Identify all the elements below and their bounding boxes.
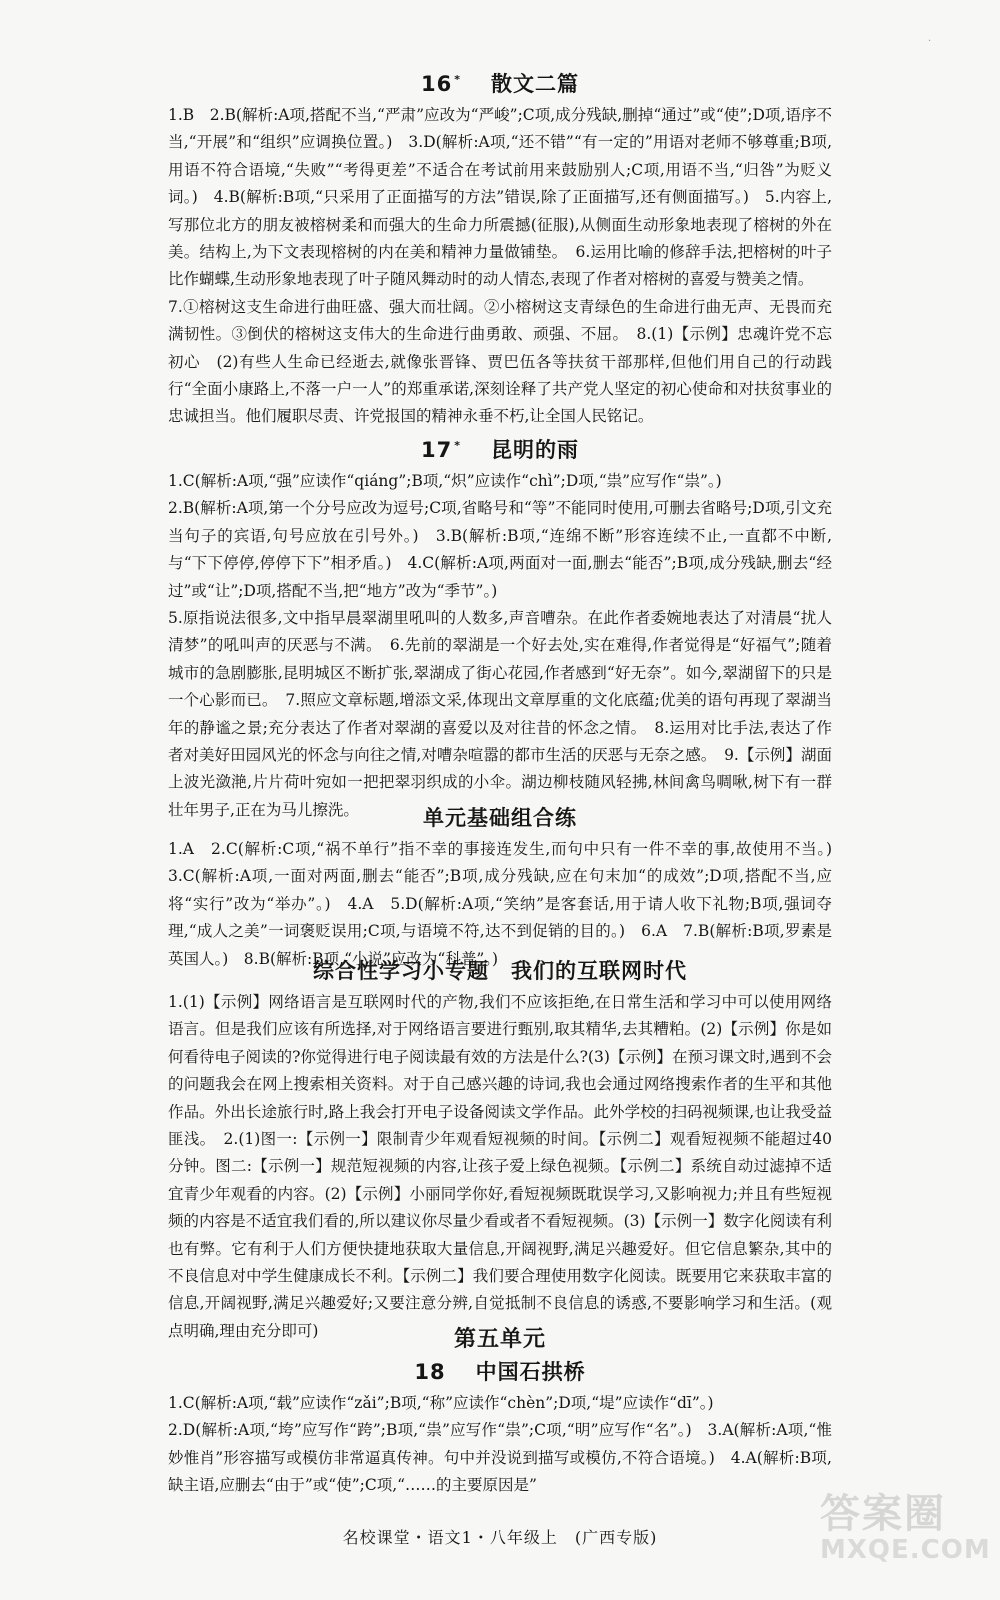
section-17-heading bbox=[168, 434, 832, 464]
section-16-heading bbox=[168, 68, 832, 98]
unit-5 bbox=[168, 1322, 832, 1353]
section-17-answers bbox=[168, 468, 832, 824]
section-18-answers bbox=[168, 1390, 832, 1500]
corner-mark: · bbox=[928, 36, 932, 47]
section-16-paragraph-2: 7.①榕树这支生命进行曲旺盛、强大而壮阔。②小榕树这支青绿色的生命进行曲无声、无畏而充满韧性。③倒伏的榕树这支伟大的生命进行曲勇敢、顽强、不屈。 8.(1)【示例】忠魂许党不忘初心 (2)有些人生命已经逝去,就像张晋锋、贾巴伍各等扶贫干部那样,但他们用自己的行动践行“全面小康路上,不落一户一人”的郑重承诺,深刻诠释了共产党人坚定的初心使命和对扶贫事业的忠诚担当。他们履职尽责、许党报国的精神永垂不朽,让全国人民铭记。 bbox=[168, 297, 832, 426]
topic-section bbox=[168, 955, 832, 1345]
section-16-answers bbox=[168, 102, 832, 431]
section-18 bbox=[168, 1356, 832, 1500]
section-18-heading bbox=[168, 1356, 832, 1386]
topic-heading: 综合性学习小专题 我们的互联网时代 bbox=[313, 959, 687, 983]
unit-practice-answers bbox=[168, 836, 848, 973]
section-17-paragraph-1: 1.C(解析:A项,“强”应读作“qiáng”;B项,“炽”应读作“chì”;D项,“祟”应写作“祟”。) bbox=[168, 472, 722, 490]
unit-5-heading: 第五单元 bbox=[453, 1327, 546, 1352]
section-18-number: 18 bbox=[414, 1360, 446, 1384]
section-17 bbox=[168, 434, 832, 824]
section-16-star: * bbox=[454, 73, 461, 86]
unit-practice-paragraph: 1.A 2.C(解析:C项,“祸不单行”指不幸的事接连发生,而句中只有一件不幸的事,故使用不当。) 3.C(解析:A项,一面对两面,删去“能否”;B项,成分残缺,应在句末加“的成效”;D项,搭配不当,应将“实行”改为“举办”。) 4.A 5.D(解析:A项,“笑纳”是客套话,用于请人收下礼物;B项,强词夺理,“成人之美”一词褒贬误用;C项,与语境不符,达不到促销的目的。) 6.A 7.B(解析:B项,罗素是英国人。) 8.B(解析:B项,“小说”应改为“科普”。) bbox=[168, 840, 848, 968]
section-18-paragraph-1: 1.C(解析:A项,“载”应读作“zǎi”;B项,“称”应读作“chèn”;D项,“堤”应读作“dī”。) bbox=[168, 1394, 714, 1412]
watermark-title: 答案圈 bbox=[820, 1491, 946, 1537]
section-18-paragraph-2: 2.D(解析:A项,“垮”应写作“跨”;B项,“祟”应写作“祟”;C项,“明”应写作“名”。) 3.A(解析:A项,“惟妙惟肖”形容描写或模仿非常逼真传神。句中并没说到描写或模仿,不符合语境。) 4.A(解析:B项,缺主语,应删去“由于”或“使”;C项,“……的主要原因是” bbox=[168, 1421, 832, 1495]
topic-paragraph: 1.(1)【示例】网络语言是互联网时代的产物,我们不应该拒绝,在日常生活和学习中可以使用网络语言。但是我们应该有所选择,对于网络语言要进行甄别,取其精华,去其糟粕。(2)【示例】你是如何看待电子阅读的?你觉得进行电子阅读最有效的方法是什么?(3)【示例】在预习课文时,遇到不会的问题我会在网上搜索相关资料。对于自己感兴趣的诗词,我也会通过网络搜索作者的生平和其他作品。外出长途旅行时,路上我会打开电子设备阅读文学作品。此外学校的扫码视频课,也让我受益匪浅。 2.(1)图一:【示例一】限制青少年观看短视频的时间。【示例二】观看短视频不能超过40分钟。图二:【示例一】规范短视频的内容,让孩子爱上绿色视频。【示例二】系统自动过滤掉不适宜青少年观看的内容。(2)【示例】小丽同学你好,看短视频既耽误学习,又影响视力;并且有些短视频的内容是不适宜我们看的,所以建议你尽量少看或者不看短视频。(3)【示例一】数字化阅读有利也有弊。它有利于人们方便快捷地获取大量信息,开阔视野,满足兴趣爱好。但它信息繁杂,其中的不良信息对中学生健康成长不利。【示例二】我们要合理使用数字化阅读。既要用它来获取丰富的信息,开阔视野,满足兴趣爱好;又要注意分辨,自觉抵制不良信息的诱惑,不要影响学习和生活。(观点明确,理由充分即可) bbox=[168, 993, 832, 1340]
section-16-number: 16 bbox=[421, 72, 453, 96]
section-17-star: * bbox=[454, 439, 461, 452]
section-16 bbox=[168, 68, 832, 431]
section-16-paragraph-1: 1.B 2.B(解析:A项,搭配不当,“严肃”应改为“严峻”;C项,成分残缺,删掉“通过”或“使”;D项,语序不当,“开展”和“组织”应调换位置。) 3.D(解析:A项,“还不错”“有一定的”用语对老师不够尊重;B项,用语不符合语境,“失败”“考得更差”不适合在考试前用来鼓励别人;C项,用语不当,“归咎”为贬义词。) 4.B(解析:B项,“只采用了正面描写的方法”错误,除了正面描写,还有侧面描写。) 5.内容上,写那位北方的朋友被榕树柔和而强大的生命力所震撼(征服),从侧面生动形象地表现了榕树的外在美。结构上,为下文表现榕树的内在美和精神力量做铺垫。 6.运用比喻的修辞手法,把榕树的叶子比作蝴蝶,生动形象地表现了叶子随风舞动时的动人情态,表现了作者对榕树的喜爱与赞美之情。 bbox=[168, 106, 832, 289]
topic-answers bbox=[168, 989, 832, 1345]
section-16-title: 散文二篇 bbox=[491, 72, 579, 96]
section-17-number: 17 bbox=[421, 438, 453, 462]
watermark-url: MXQE.COM bbox=[820, 1535, 991, 1565]
section-17-title: 昆明的雨 bbox=[491, 438, 579, 462]
section-17-paragraph-3: 5.原指说法很多,文中指早晨翠湖里吼叫的人数多,声音嘈杂。在此作者委婉地表达了对清晨“扰人清梦”的吼叫声的厌恶与不满。 6.先前的翠湖是一个好去处,实在难得,作者觉得是“好福气”;随着城市的急剧膨胀,昆明城区不断扩张,翠湖成了街心花园,作者感到“好无奈”。如今,翠湖留下的只是一个心影而已。 7.照应文章标题,增添文采,体现出文章厚重的文化底蕴;优美的语句再现了翠湖当年的静谧之景;充分表达了作者对翠湖的喜爱以及对往昔的怀念之情。 8.运用对比手法,表达了作者对美好田园风光的怀念与向往之情,对嘈杂喧嚣的都市生活的厌恶与无奈之感。 9.【示例】湖面上波光潋滟,片片荷叶宛如一把把翠羽织成的小伞。湖边柳枝随风轻拂,林间禽鸟啁啾,树下有一群壮年男子,正在为马儿擦洗。 bbox=[168, 609, 833, 819]
unit-practice-heading: 单元基础组合练 bbox=[423, 806, 577, 830]
section-18-title: 中国石拱桥 bbox=[475, 1360, 586, 1384]
page-footer: 名校课堂・语文1・八年级上 (广西专版) bbox=[342, 1528, 658, 1547]
unit-practice bbox=[168, 802, 848, 973]
section-17-paragraph-2: 2.B(解析:A项,第一个分号应改为逗号;C项,省略号和“等”不能同时使用,可删去省略号;D项,引文充当句子的宾语,句号应放在引号外。) 3.B(解析:B项,“连绵不断”形容连续不止,一直都不中断,与“下下停停,停停下下”相矛盾。) 4.C(解析:A项,两面对一面,删去“能否”;B项,成分残缺,删去“经过”或“让”;D项,搭配不当,把“地方”改为“季节”。) bbox=[168, 499, 832, 600]
watermark-logo bbox=[820, 1482, 990, 1592]
